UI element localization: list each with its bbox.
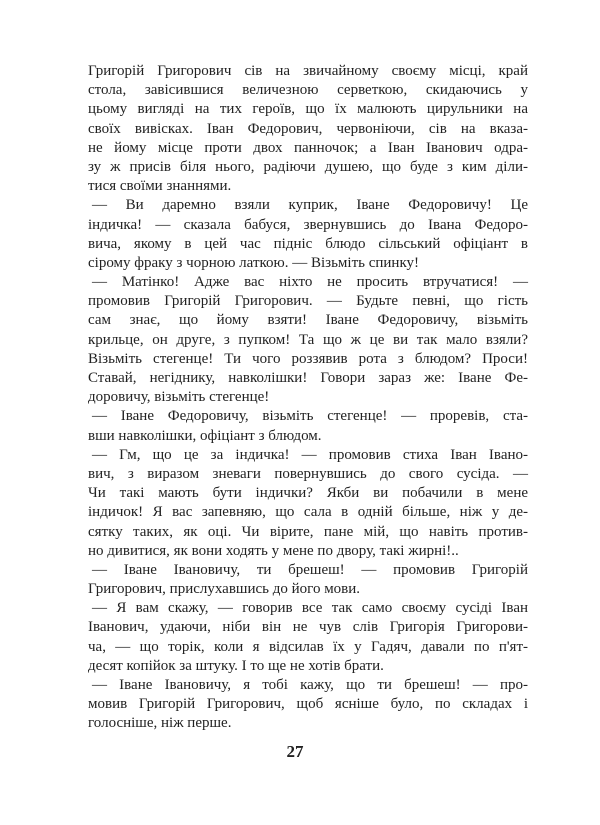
- text-line: не йому місце проти двох панночок; а Іван Іванович одра-: [88, 139, 528, 156]
- text-line: вши навколішки, офіціант з блюдом.: [88, 427, 322, 444]
- text-line: стола, завісившися величезною серветкою, скидаючись у: [88, 82, 528, 99]
- text-line: тися своїми знаннями.: [88, 178, 232, 195]
- text-line: — Іване Івановичу, ти брешеш! — промовив Григорій: [92, 561, 528, 578]
- text-line: індичка! — сказала бабуся, звернувшись до Івана Федоро-: [88, 216, 528, 233]
- text-line: Іванович, удаючи, ніби він не чув слів Григорія Григорови-: [88, 619, 528, 636]
- text-line: десят копійок за штуку. І то ще не хотів брати.: [88, 657, 384, 674]
- text-line: своїх вивісках. Іван Федорович, червоніючи, сів на вказа-: [88, 120, 528, 137]
- text-line: — Іване Івановичу, я тобі кажу, що ти брешеш! — про-: [92, 677, 528, 693]
- text-line: вич, з виразом зневаги повернувшись до свого сусіда. —: [88, 465, 528, 482]
- text-line: но дивитися, як вони ходять у мене по двору, такі жирні!..: [88, 542, 459, 559]
- text-line: індичок! Я вас запевняю, що сала в одній більше, ніж у де-: [88, 504, 528, 521]
- text-line: — Я вам скажу, — говорив все так само своєму сусіді Іван: [92, 600, 528, 617]
- text-line: — Ви даремно взяли куприк, Іване Федоровичу! Це: [92, 197, 528, 214]
- text-line: сятку таких, як оці. Чи вірите, пане мій, що навіть против-: [88, 523, 528, 540]
- text-line: ча, — що торік, коли я відсилав їх у Гадяч, давали по п'ят-: [88, 638, 528, 655]
- text-line: Чи такі мають бути індички? Якби ви побачили в мене: [88, 485, 528, 502]
- page-number: 27: [286, 742, 304, 761]
- text-line: цьому вигляді на тих героїв, що їх малюють цирульники на: [88, 101, 528, 118]
- text-line: Ставай, негіднику, навколішки! Говори зараз же: Іване Фе-: [88, 370, 528, 386]
- text-line: вича, якому в цей час підніс блюдо сільський офіціант в: [88, 235, 528, 252]
- page-body-text: [88, 62, 528, 734]
- text-line: голосніше, ніж перше.: [88, 715, 232, 732]
- text-line: сірому фраку з чорною латкою. — Візьміть спинку!: [88, 254, 420, 271]
- text-line: Григорович, прислухавшись до його мови.: [88, 581, 361, 598]
- text-line: Візьміть стегенце! Ти чого роззявив рота з блюдом? Проси!: [88, 350, 528, 367]
- text-line: доровичу, візьміть стегенце!: [88, 389, 270, 406]
- text-line: Григорій Григорович сів на звичайному своєму місці, край: [88, 63, 528, 79]
- text-line: крильце, он друге, з пупком! Та що ж це ви так мало взяли?: [88, 331, 528, 348]
- text-line: промовив Григорій Григорович. — Будьте певні, що гість: [88, 293, 528, 310]
- text-line: — Матінко! Адже вас ніхто не просить втручатися! —: [92, 274, 528, 291]
- text-line: сам знає, що йому взяти! Іване Федоровичу, візьміть: [88, 312, 528, 329]
- text-line: зу ж присів біля нього, радіючи душею, що буде з ким діли-: [88, 158, 528, 175]
- text-line: мовив Григорій Григорович, щоб ясніше було, по складах і: [88, 696, 528, 713]
- text-line: — Гм, що це за індичка! — промовив стиха Іван Івано-: [92, 446, 528, 463]
- text-line: — Іване Федоровичу, візьміть стегенце! — проревів, ста-: [92, 408, 528, 425]
